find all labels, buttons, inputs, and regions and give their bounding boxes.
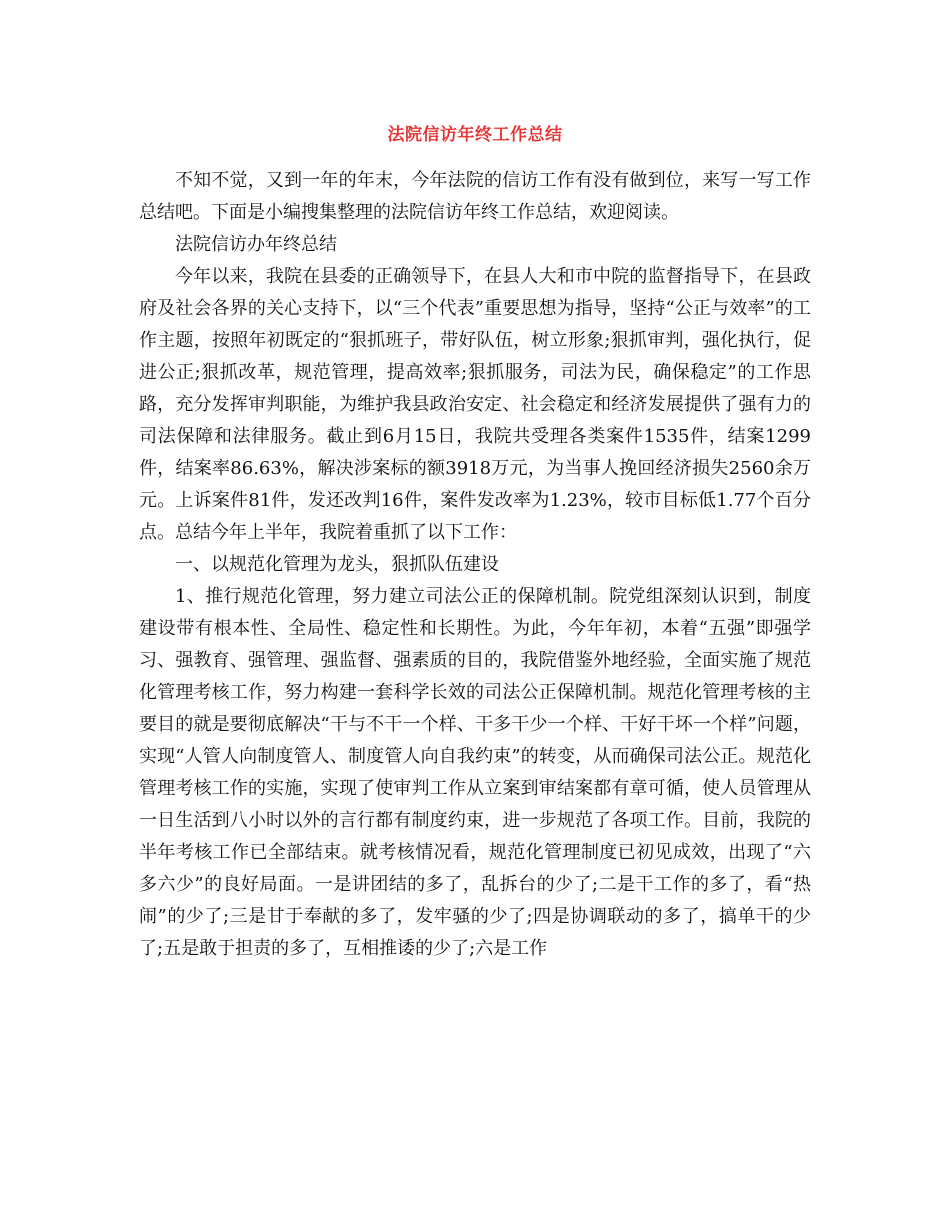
summary-paragraph: 今年以来，我院在县委的正确领导下，在县人大和市中院的监督指导下，在县政府及社会各界的关心支持下，以“三个代表”重要思想为指导，坚持“公正与效率”的工作主题，按照年初既定的“狠抓班子，带好队伍，树立形象;狠抓审判，强化执行，促进公正;狠抓改革，规范管理，提高效率;狠抓服务，司法为民，确保稳定”的工作思路，充分发挥审判职能，为维护我县政治安定、社会稳定和经济发展提供了强有力的司法保障和法律服务。截止到6月15日，我院共受理各类案件1535件，结案1299件，结案率86.63%，解决涉案标的额3918万元，为当事人挽回经济损失2560余万元。上诉案件81件，发还改判16件，案件发改率为1.23%，较市目标低1.77个百分点。总结今年上半年，我院着重抓了以下工作： [139,266,811,543]
document-title: 法院信访年终工作总结 [387,125,563,145]
management-paragraph: 1、推行规范化管理，努力建立司法公正的保障机制。院党组深刻认识到，制度建设带有根本性、全局性、稳定性和长期性。为此，今年年初，本着“五强”即强学习、强教育、强管理、强监督、强素质的目的，我院借鉴外地经验，全面实施了规范化管理考核工作，努力构建一套科学长效的司法公正保障机制。规范化管理考核的主要目的就是要彻底解决“干与不干一个样、干多干少一个样、干好干坏一个样”问题，实现“人管人向制度管人、制度管人向自我约束”的转变，从而确保司法公正。规范化管理考核工作的实施，实现了使审判工作从立案到审结案都有章可循，使人员管理从一日生活到八小时以外的言行都有制度约束，进一步规范了各项工作。目前，我院的半年考核工作已全部结束。就考核情况看，规范化管理制度已初见成效，出现了“六多六少”的良好局面。一是讲团结的多了，乱拆台的少了;二是干工作的多了，看“热闹”的少了;三是甘于奉献的多了，发牢骚的少了;四是协调联动的多了，搞单干的少了;五是敢于担责的多了，互相推诿的少了;六是工作 [139,586,811,959]
document-body [139,165,811,965]
section-subtitle: 法院信访办年终总结 [175,234,337,255]
section-heading: 一、以规范化管理为龙头，狠抓队伍建设 [175,554,499,575]
intro-paragraph: 不知不觉，又到一年的年末，今年法院的信访工作有没有做到位，来写一写工作总结吧。下面是小编搜集整理的法院信访年终工作总结，欢迎阅读。 [139,170,811,223]
